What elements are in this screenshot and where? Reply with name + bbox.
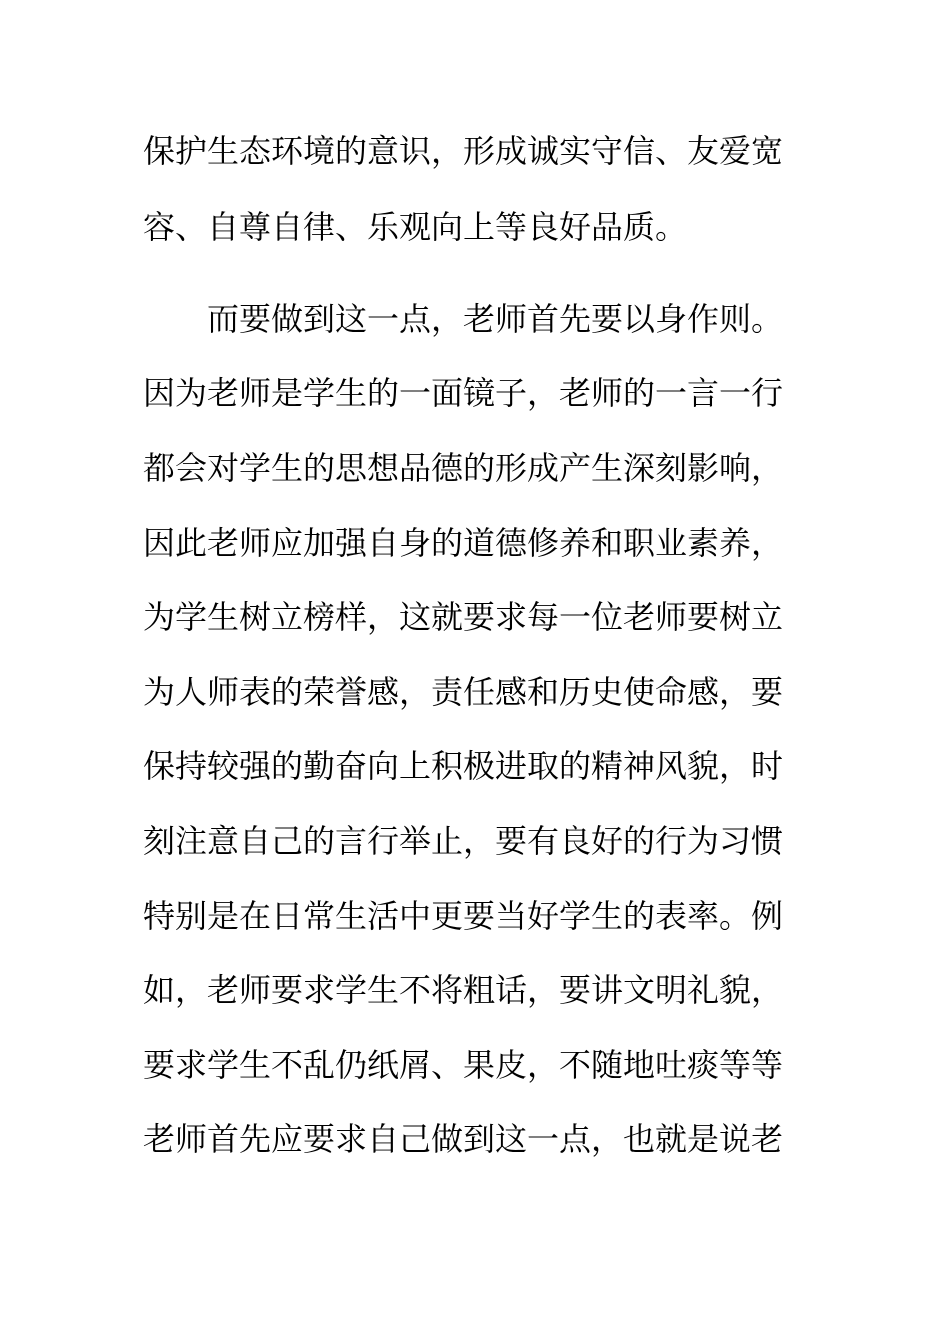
- text-line: 要求学生不乱仍纸屑、果皮，不随地吐痰等等: [143, 1046, 784, 1084]
- text-line: 老师首先应要求自己做到这一点，也就是说老: [143, 1120, 784, 1158]
- text-line: 因为老师是学生的一面镜子，老师的一言一行: [143, 374, 784, 412]
- text-line: 都会对学生的思想品德的形成产生深刻影响，: [143, 449, 784, 487]
- text-line: 特别是在日常生活中更要当好学生的表率。例: [143, 897, 784, 935]
- text-line: 刻注意自己的言行举止，要有良好的行为习惯: [143, 822, 784, 860]
- text-line: 如，老师要求学生不将粗话，要讲文明礼貌，: [143, 971, 784, 1009]
- text-line: 容、自尊自律、乐观向上等良好品质。: [143, 208, 688, 246]
- text-line: 保持较强的勤奋向上积极进取的精神风貌，时: [143, 747, 784, 785]
- text-line: 保护生态环境的意识，形成诚实守信、友爱宽: [143, 132, 784, 170]
- text-line: 因此老师应加强自身的道德修养和职业素养，: [143, 524, 784, 562]
- text-line: 而要做到这一点，老师首先要以身作则。: [143, 300, 784, 338]
- text-line: 为学生树立榜样，这就要求每一位老师要树立: [143, 598, 784, 636]
- text-line: 为人师表的荣誉感，责任感和历史使命感，要: [143, 673, 784, 711]
